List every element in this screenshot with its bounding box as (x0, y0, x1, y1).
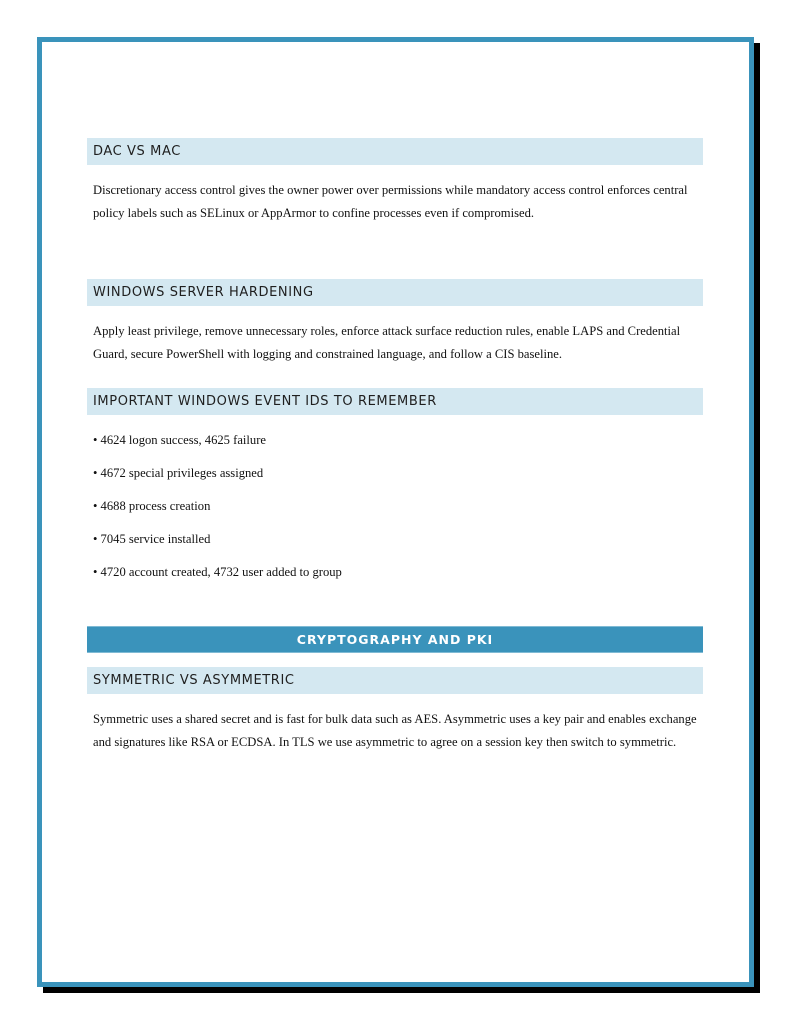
section-heading-symmetric-vs-asymmetric: SYMMETRIC VS ASYMMETRIC (87, 667, 703, 694)
list-item: • 4720 account created, 4732 user added to group (93, 565, 342, 579)
section-heading-event-ids: IMPORTANT WINDOWS EVENT IDS TO REMEMBER (87, 388, 703, 415)
section-body-symmetric-vs-asymmetric: Symmetric uses a shared secret and is fast for bulk data such as AES. Asymmetric uses a key pair and enables exchange and signatures like RSA or ECDSA. In TLS we use asymmetric to agree on a session key then switch to symmetric. (93, 712, 697, 749)
section-body-windows-server-hardening: Apply least privilege, remove unnecessary roles, enforce attack surface reduction rules, enable LAPS and Credential Guard, secure PowerShell with logging and constrained language, and follow a CIS baseline. (93, 324, 681, 361)
list-item: • 4624 logon success, 4625 failure (93, 433, 266, 447)
section-body-dac-vs-mac: Discretionary access control gives the owner power over permissions while mandatory access control enforces central policy labels such as SELinux or AppArmor to confine processes even if compromised. (93, 183, 688, 220)
section-heading-windows-server-hardening: WINDOWS SERVER HARDENING (87, 279, 703, 306)
section-heading-dac-vs-mac: DAC VS MAC (87, 138, 703, 165)
list-item: • 7045 service installed (93, 532, 211, 546)
chapter-banner-cryptography-and-pki: CRYPTOGRAPHY AND PKI (87, 626, 703, 653)
list-item: • 4672 special privileges assigned (93, 466, 264, 480)
list-item: • 4688 process creation (93, 499, 211, 513)
